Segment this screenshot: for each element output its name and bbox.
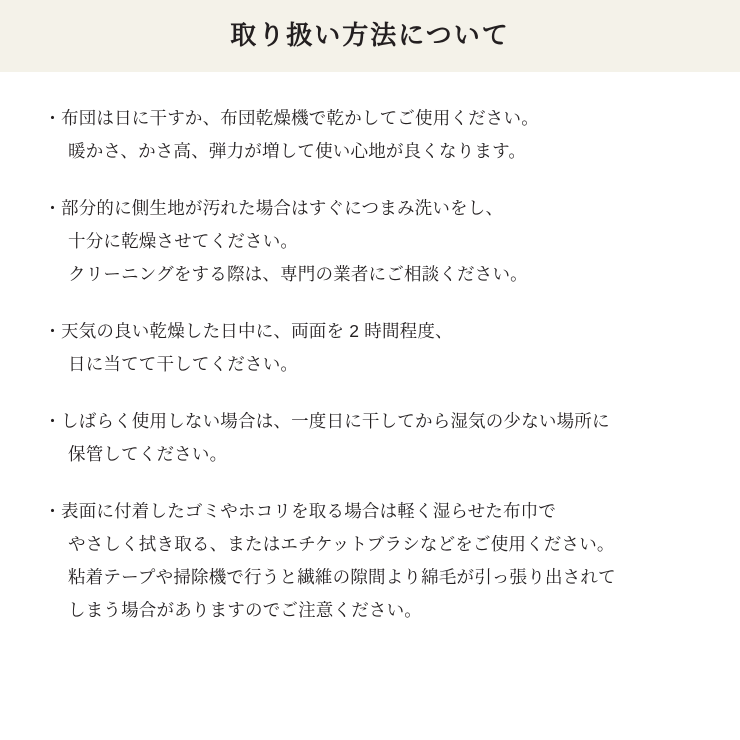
instructions-list <box>0 72 740 706</box>
list-item-text <box>61 405 610 471</box>
bullet-icon: ・ <box>44 109 61 128</box>
bullet-icon: ・ <box>44 199 61 218</box>
list-item-text <box>61 315 453 381</box>
text-line: 保管してください。 <box>68 444 228 464</box>
text-line: クリーニングをする際は、専門の業者にご相談ください。 <box>68 264 528 284</box>
page-footer-spacer <box>0 706 740 740</box>
list-item <box>44 102 706 168</box>
page-header <box>0 0 740 72</box>
list-item-text <box>61 192 528 291</box>
text-line: 表面に付着したゴミやホコリを取る場合は軽く湿らせた布巾で <box>61 501 557 521</box>
bullet-icon: ・ <box>44 412 61 431</box>
text-line: 暖かさ、かさ高、弾力が増して使い心地が良くなります。 <box>68 141 527 161</box>
list-item <box>44 315 706 381</box>
text-line: 粘着テープや掃除機で行うと繊維の隙間より綿毛が引っ張り出されて <box>68 567 616 587</box>
text-line: 部分的に側生地が汚れた場合はすぐにつまみ洗いをし、 <box>61 198 504 218</box>
list-item-text <box>61 102 539 168</box>
text-line: 天気の良い乾燥した日中に、両面を 2 時間程度、 <box>61 321 453 341</box>
page-title: 取り扱い方法について <box>230 20 510 51</box>
text-line: しまう場合がありますのでご注意ください。 <box>68 600 422 620</box>
text-line: しばらく使用しない場合は、一度日に干してから湿気の少ない場所に <box>61 411 610 431</box>
bullet-icon: ・ <box>44 322 61 341</box>
list-item-text <box>61 495 616 627</box>
list-item <box>44 495 706 627</box>
text-line: やさしく拭き取る、またはエチケットブラシなどをご使用ください。 <box>68 534 615 554</box>
list-item <box>44 405 706 471</box>
bullet-icon: ・ <box>44 502 61 521</box>
text-line: 十分に乾燥させてください。 <box>68 231 299 251</box>
text-line: 日に当てて干してください。 <box>68 354 299 374</box>
list-item <box>44 192 706 291</box>
text-line: 布団は日に干すか、布団乾燥機で乾かしてご使用ください。 <box>61 108 539 128</box>
